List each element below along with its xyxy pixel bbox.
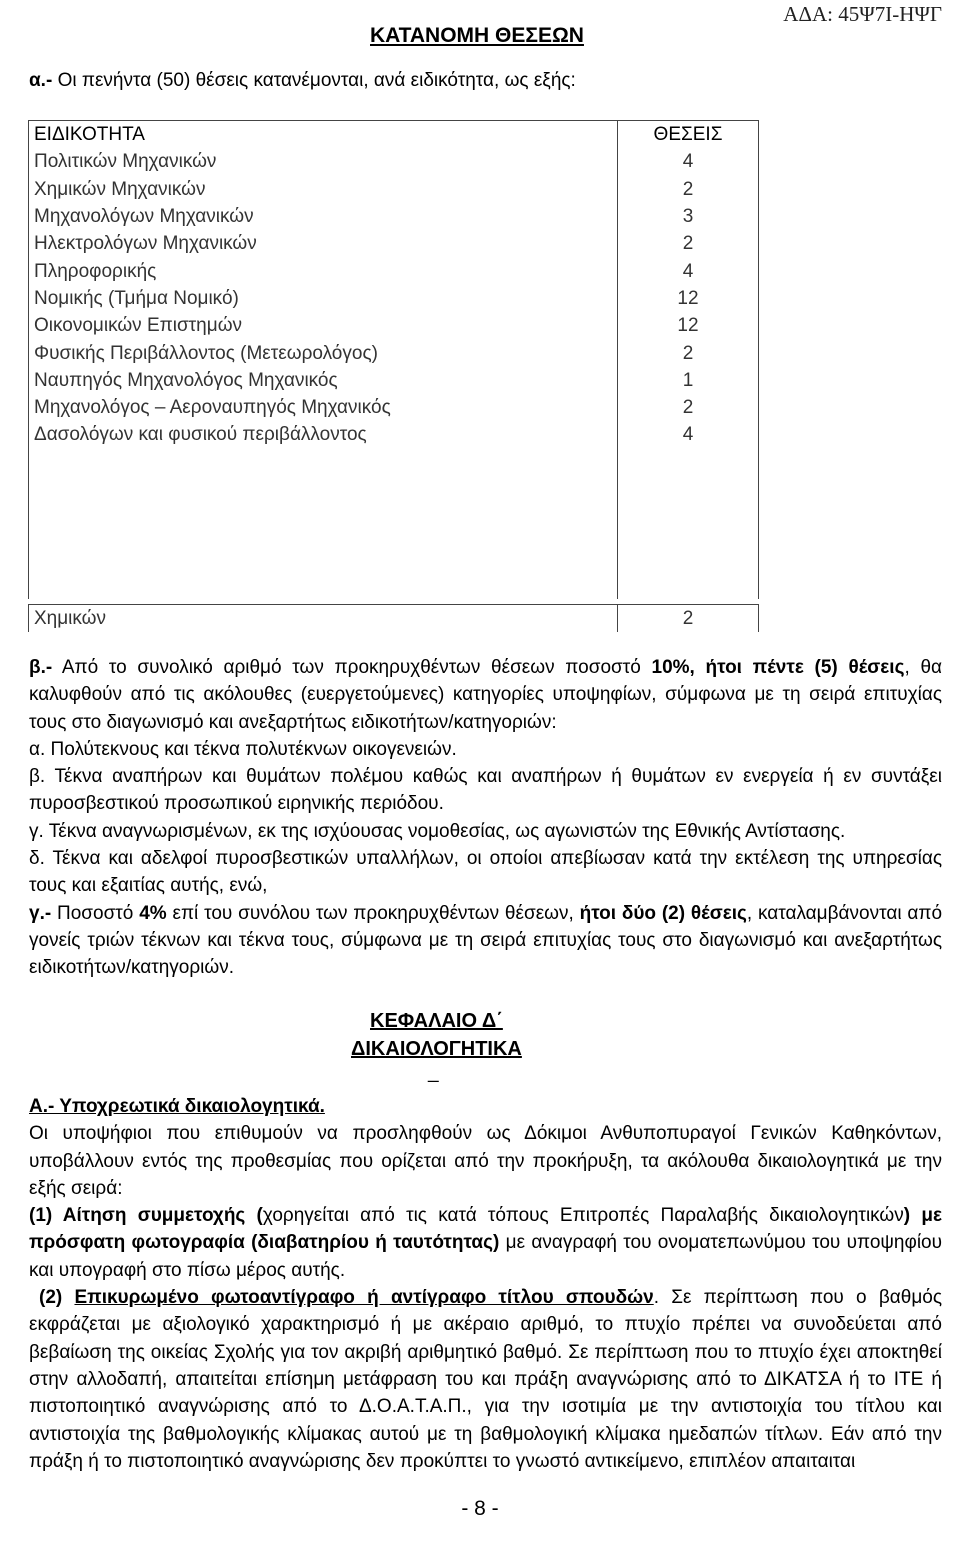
chapter-title: ΔΙΚΑΙΟΛΟΓΗΤΙΚΑ (351, 1038, 522, 1060)
positions-cell: 2 (618, 339, 759, 366)
intro-prefix: α.- (29, 70, 53, 91)
spacer-cell (29, 449, 618, 599)
specialty-cell: Μηχανολόγος – Αεροναυπηγός Μηχανικός (29, 394, 618, 421)
table-row (29, 176, 759, 203)
specialty-cell: Φυσικής Περιβάλλοντος (Μετεωρολόγος) (29, 339, 618, 366)
positions-cell: 4 (618, 148, 759, 175)
chemistry-table (28, 604, 759, 632)
list-item: γ. Τέκνα αναγνωρισμένων, εκ της ισχύουσας νομοθεσίας, ως αγωνιστών της Εθνικής Αντίστασης. (29, 820, 846, 842)
item2-number: (2) (39, 1287, 75, 1309)
table-header-row (29, 121, 759, 149)
positions-cell: 2 (618, 230, 759, 257)
specialty-cell: Πληροφορικής (29, 257, 618, 284)
section-c-text2: επί του συνόλου των προκηρυχθέντων θέσεων, (166, 902, 580, 924)
chapter-dash: _ (428, 1062, 439, 1083)
section-c-count: ήτοι δύο (2) θέσεις (579, 902, 747, 924)
item2-bold-text: Επικυρωμένο φωτοαντίγραφο ή αντίγραφο τίτλου σπουδών (74, 1287, 654, 1309)
specialty-cell: Ηλεκτρολόγων Μηχανικών (29, 230, 618, 257)
specialty-cell: Χημικών (29, 605, 618, 633)
chapter-number: ΚΕΦΑΛΑΙΟ Δ΄ (370, 1010, 503, 1032)
specialty-cell: Ναυπηγός Μηχανολόγος Μηχανικός (29, 367, 618, 394)
specialty-cell: Νομικής (Τμήμα Νομικό) (29, 285, 618, 312)
column-header-specialty: ΕΙΔΙΚΟΤΗΤΑ (29, 121, 618, 149)
section-b-intro (29, 654, 942, 736)
specialty-cell: Πολιτικών Μηχανικών (29, 148, 618, 175)
table-row (29, 312, 759, 339)
table-row (29, 257, 759, 284)
section-b-text2: , θα καλυφθούν από τις ακόλουθες (ευεργετούμενες) κατηγορίες υποψηφίων, σύμφωνα με τη σειρά επιτυχίας τους στο διαγωνισμό και ανεξαρτήτως ειδικοτήτων/κατηγοριών: (29, 657, 942, 733)
item1-text: χορηγείται από τις κατά τόπους Επιτροπές Παραλαβής δικαιολογητικών (262, 1205, 904, 1227)
table-row (29, 605, 759, 633)
positions-cell: 2 (618, 176, 759, 203)
table-row (29, 421, 759, 448)
positions-table (28, 120, 759, 599)
positions-cell: 12 (618, 312, 759, 339)
specialty-cell: Οικονομικών Επιστημών (29, 312, 618, 339)
table-row (29, 203, 759, 230)
section-b-percent: 10%, ήτοι πέντε (5) θέσεις (651, 657, 905, 678)
ada-code: ΑΔΑ: 45Ψ7Ι-ΗΨΓ (783, 2, 942, 26)
specialty-cell: Μηχανολόγων Μηχανικών (29, 203, 618, 230)
column-header-positions: ΘΕΣΕΙΣ (618, 121, 759, 149)
item1-label: (1) Αίτηση συμμετοχής ( (29, 1205, 263, 1227)
subsection-title: Α.- Υποχρεωτικά δικαιολογητικά. (29, 1096, 325, 1117)
list-item: β. Τέκνα αναπήρων και θυμάτων πολέμου καθώς και αναπήρων ή θυμάτων εν ενεργεία ή εν συντάξει πυροσβεστικού προσωπικού ειρηνικής περιόδου. (29, 766, 942, 815)
table-row (29, 285, 759, 312)
positions-cell: 2 (618, 605, 759, 633)
positions-cell: 4 (618, 421, 759, 448)
item2-text: . Σε περίπτωση που ο βαθμός εκφράζεται με αξιολογικό χαρακτηρισμό ή με ακέραιο αριθμό, το πτυχίο πρέπει να συνοδεύεται από βεβαίωση της οικείας Σχολής για τον ακριβή αριθμητικό βαθμό. Σε περίπτωση που το πτυχίο έχει αποκτηθεί στην αλλοδαπή, απαιτείται επίσημη μετάφραση του και πράξη αναγνώρισης από το ΔΙΚΑΤΣΑ ή το ΙΤΕ ή πιστοποιητικό αναγνώρισης από το Δ.Ο.Α.Τ.Α.Π., για την ισοτιμία με την αντιστοιχία του τίτλου και αντιστοιχία της βαθμολογικής κλίμακας αυτού με τη βαθμολογική κλίμακα ημεδαπών τίτλων. Εάν από την πράξη ή το πιστοποιητικό αναγνώρισης δεν προκύπτει το γνωστό αντικείμενο, επιπλέον απαιταιται (29, 1287, 942, 1472)
section-c-text3: , καταλαμβάνονται από γονείς τριών τέκνων και τέκνα τους, σύμφωνα με τη σειρά επιτυχίας τους στο διαγωνισμό και ανεξαρτήτως ειδικοτήτων/κατηγοριών. (29, 902, 943, 979)
item1-bold-text: ) με πρόσφατη φωτογραφία (διαβατηρίου ή ταυτότητας) (29, 1205, 942, 1254)
page-title: ΚΑΤΑΝΟΜΗ ΘΕΣΕΩΝ (370, 24, 584, 47)
section-c-percent: 4% (139, 902, 167, 924)
list-item (29, 1202, 942, 1284)
section-c-text1: Ποσοστό (51, 902, 140, 924)
positions-cell: 2 (618, 394, 759, 421)
section-c-prefix: γ.- (29, 902, 52, 924)
page-number: - 8 - (461, 1497, 499, 1520)
positions-cell: 3 (618, 203, 759, 230)
table-row (29, 394, 759, 421)
positions-cell: 4 (618, 257, 759, 284)
spacer-cell (618, 449, 759, 599)
section-b-text1: Από το συνολικό αριθμό των προκηρυχθέντων θέσεων ποσοστό (52, 657, 652, 678)
table-row (29, 367, 759, 394)
table-spacer-row (29, 449, 759, 599)
subsection-intro: Οι υποψήφιοι που επιθυμούν να προσληφθούν ως Δόκιμοι Ανθυποπυραγοί Γενικών Καθηκόντων, υποβάλλουν εντός της προθεσμίας που ορίζεται από την προκήρυξη, τα ακόλουθα δικαιολογητικά με την εξής σειρά: (29, 1123, 942, 1199)
table-row (29, 148, 759, 175)
section-b-prefix: β.- (29, 657, 53, 678)
list-item: α. Πολύτεκνους και τέκνα πολυτέκνων οικογενειών. (29, 738, 457, 760)
table-row (29, 230, 759, 257)
section-c (29, 900, 942, 982)
specialty-cell: Δασολόγων και φυσικού περιβάλλοντος (29, 421, 618, 448)
intro-text: Οι πενήντα (50) θέσεις κατανέμονται, ανά ειδικότητα, ως εξής: (52, 70, 576, 91)
positions-cell: 1 (618, 367, 759, 394)
section-b (29, 654, 942, 982)
item1-text2: με αναγραφή του ονοματεπωνύμου του υποψηφίου και υπογραφή στο πίσω μέρος αυτής. (29, 1232, 942, 1281)
intro-line (29, 70, 576, 92)
list-item: δ. Τέκνα και αδελφοί πυροσβεστικών υπαλλήλων, οι οποίοι απεβίωσαν κατά την εκτέλεση της υπηρεσίας τους και εξαιτίας αυτής, ενώ, (29, 848, 942, 897)
list-item (29, 1284, 942, 1475)
subsection-a (29, 1093, 942, 1475)
positions-cell: 12 (618, 285, 759, 312)
table-row (29, 339, 759, 366)
specialty-cell: Χημικών Μηχανικών (29, 176, 618, 203)
